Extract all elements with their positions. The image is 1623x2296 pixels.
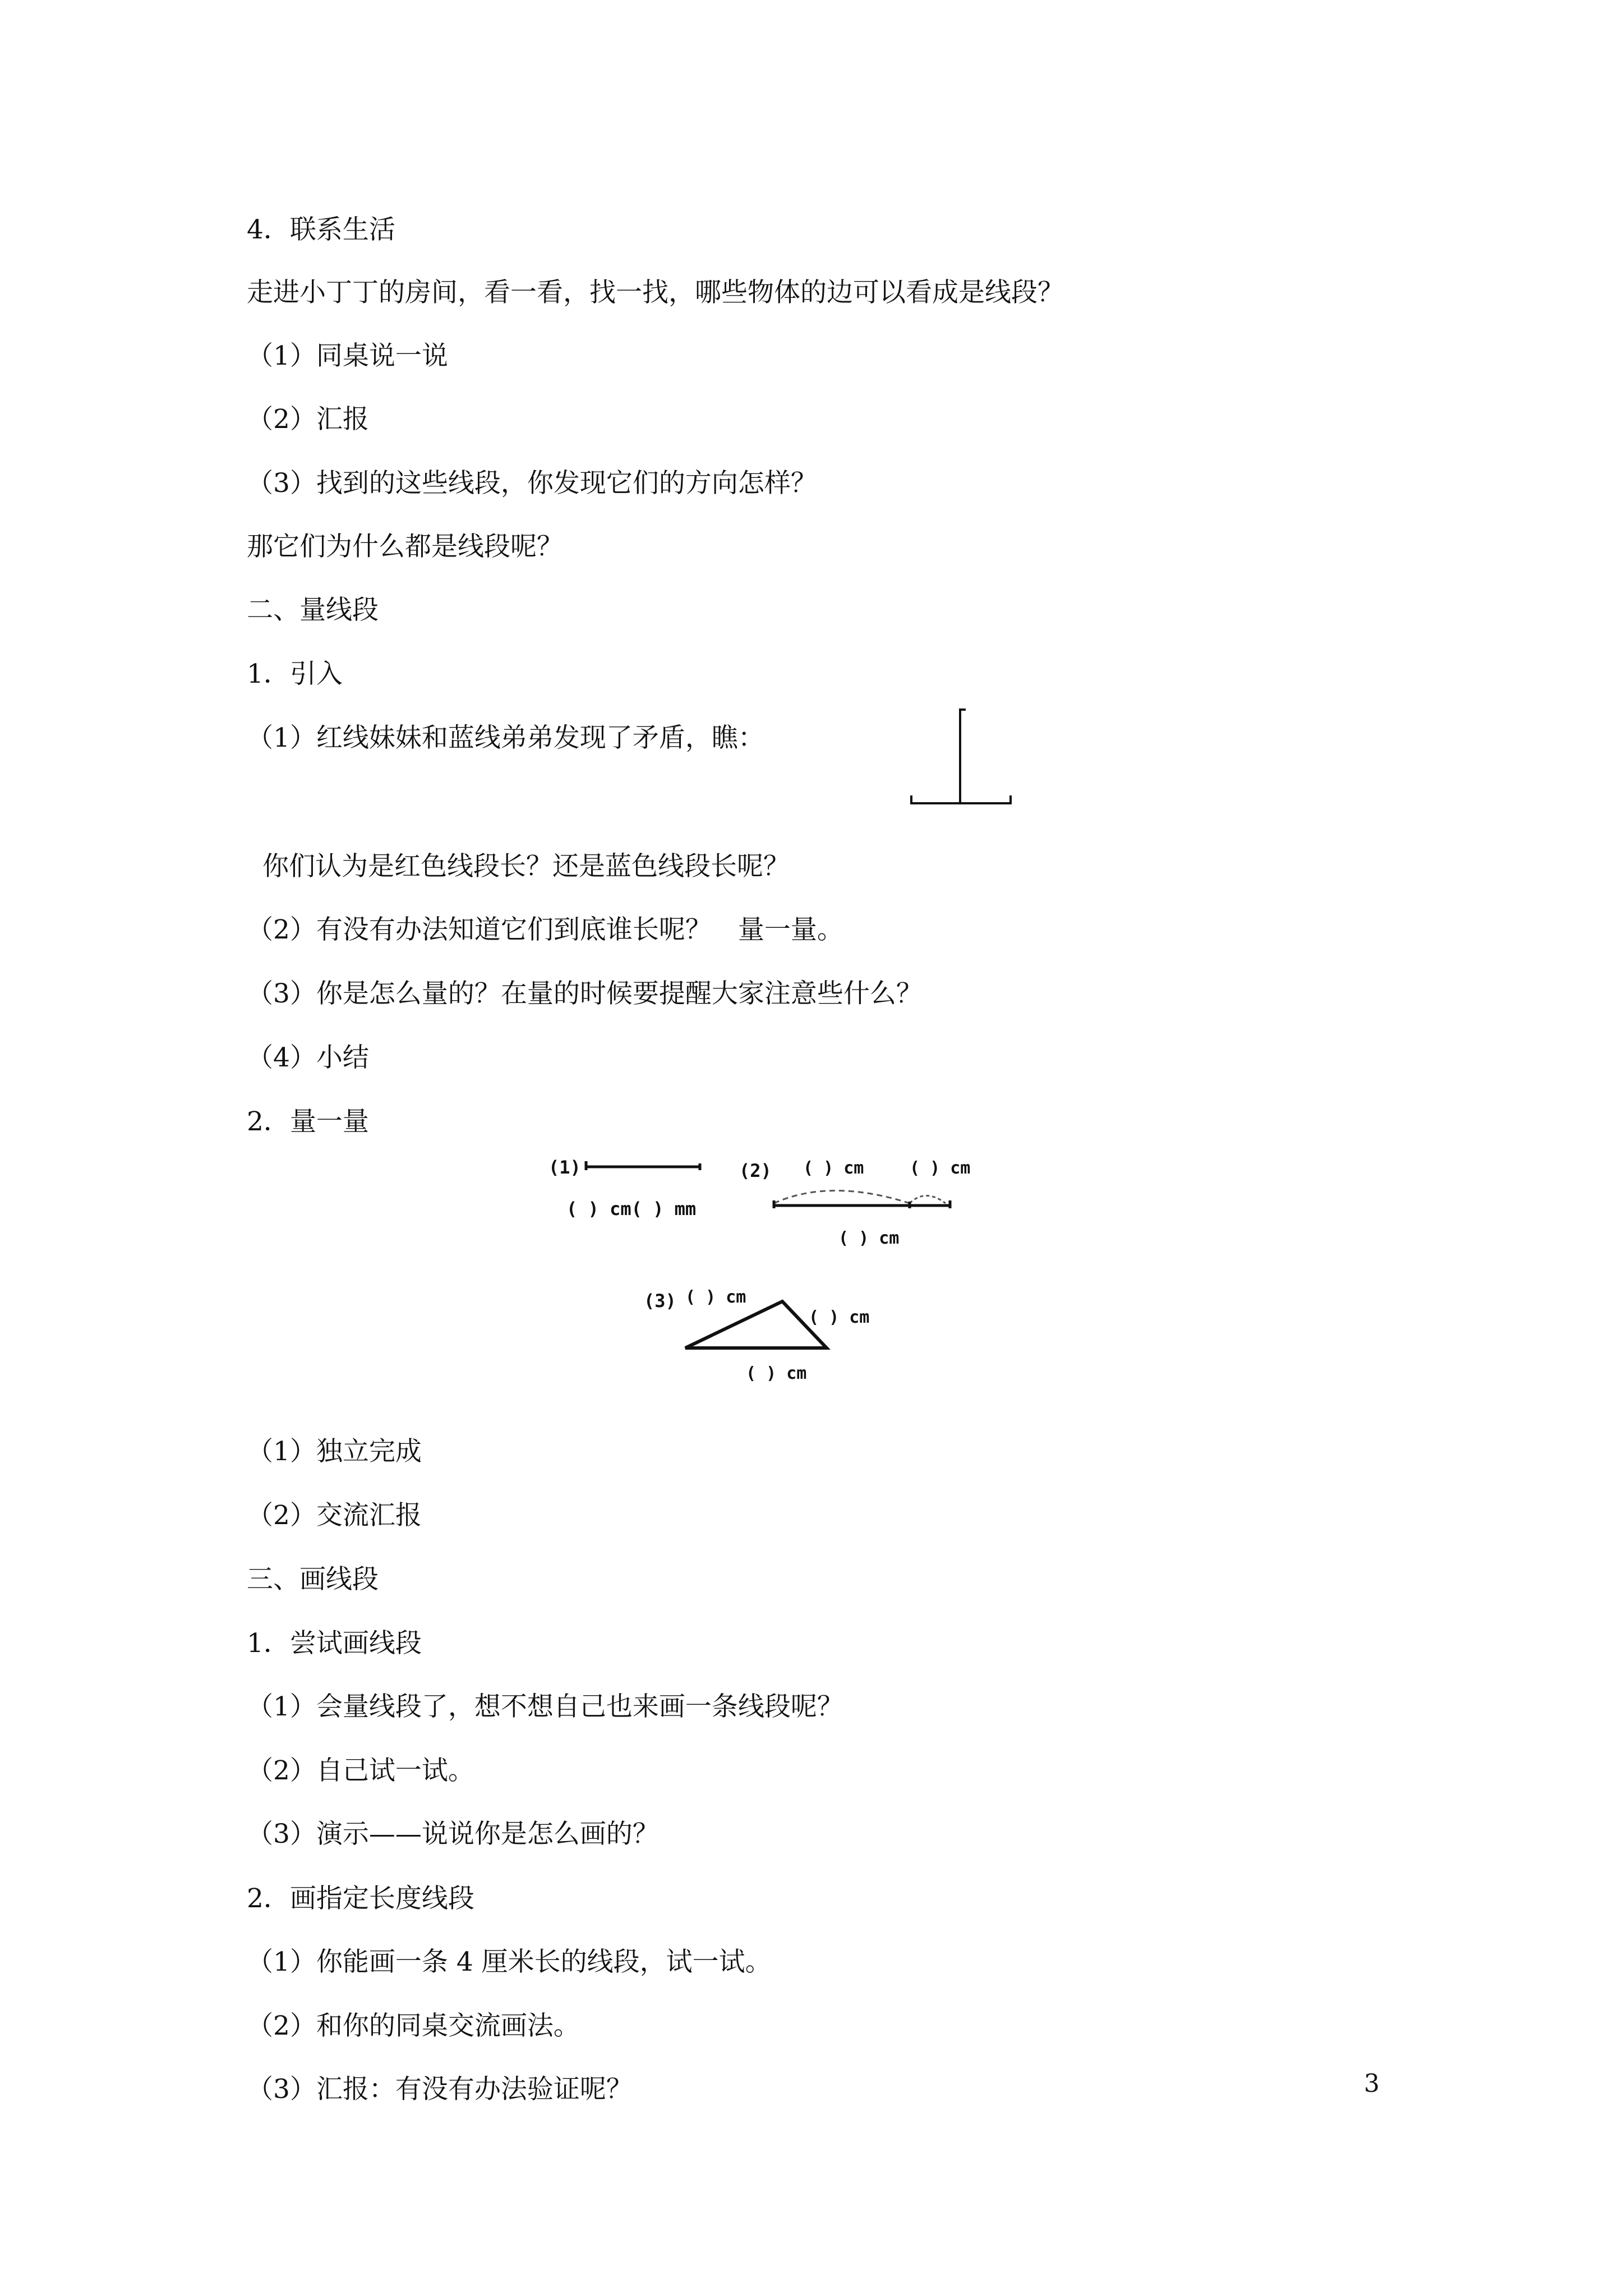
exercise-2-label: (2) [739,1160,772,1181]
exercise-1-label: (1) [548,1157,581,1178]
exercise-2-right-answer: ( ) cm [910,1158,971,1178]
list-item: （1）会量线段了，想不想自己也来画一条线段呢？ [247,1691,843,1722]
exercise-3-right-answer: ( ) cm [809,1308,870,1327]
list-item: （2）有没有办法知道它们到底谁长呢？ 量一量。 [247,914,843,945]
subsection-heading: 2．画指定长度线段 [247,1883,474,1914]
exercise-3-label: (3) [644,1290,676,1312]
list-item: （3）你是怎么量的？在量的时候要提醒大家注意些什么？ [247,978,923,1009]
illusion-figure [911,710,1011,803]
paragraph: 走进小丁丁的房间，看一看，找一找，哪些物体的边可以看成是线段？ [247,277,1064,308]
list-item: （2）自己试一试。 [247,1755,474,1786]
page-number: 3 [1364,2069,1380,2098]
measure-exercise-1 [548,1157,700,1220]
dashed-arc-left [774,1191,910,1204]
list-item: （3）汇报：有没有办法验证呢？ [247,2074,633,2105]
exercise-3-top-answer: ( ) cm [685,1287,746,1307]
exercise-2-bottom-answer: ( ) cm [838,1228,900,1248]
paragraph: 那它们为什么都是线段呢？ [247,531,563,562]
subsection-heading: 1．尝试画线段 [247,1628,422,1659]
list-item: （3）找到的这些线段，你发现它们的方向怎样？ [247,468,817,499]
exercise-1-answer: ( ) cm( ) mm [566,1198,697,1220]
list-item: （2）和你的同桌交流画法。 [247,2010,580,2041]
section-heading: 三、画线段 [247,1564,379,1595]
list-item: （3）演示——说说你是怎么画的？ [247,1819,659,1849]
measure-exercise-3 [644,1287,869,1383]
list-item: （1）独立完成 [247,1436,422,1467]
measure-exercise-2 [739,1158,970,1248]
list-item: （1）你能画一条 4 厘米长的线段，试一试。 [247,1947,772,1977]
dashed-arc-right [910,1196,946,1204]
list-item: （2）汇报 [247,404,369,435]
list-item: （1）同桌说一说 [247,341,448,371]
section-heading: 4．联系生活 [247,214,395,245]
subsection-heading: 2．量一量 [247,1106,369,1137]
section-heading: 二、量线段 [247,595,379,625]
vertical-segment [960,710,966,803]
list-item: （2）交流汇报 [247,1500,422,1531]
exercise-2-left-answer: ( ) cm [803,1158,864,1178]
list-item: （4）小结 [247,1042,369,1073]
triangle [685,1301,827,1348]
list-item: （1）红线妹妹和蓝线弟弟发现了矛盾，瞧： [247,723,764,753]
subsection-heading: 1．引入 [247,659,343,689]
exercise-3-bottom-answer: ( ) cm [746,1364,807,1383]
paragraph: 你们认为是红色线段长？还是蓝色线段长呢？ [262,851,790,882]
